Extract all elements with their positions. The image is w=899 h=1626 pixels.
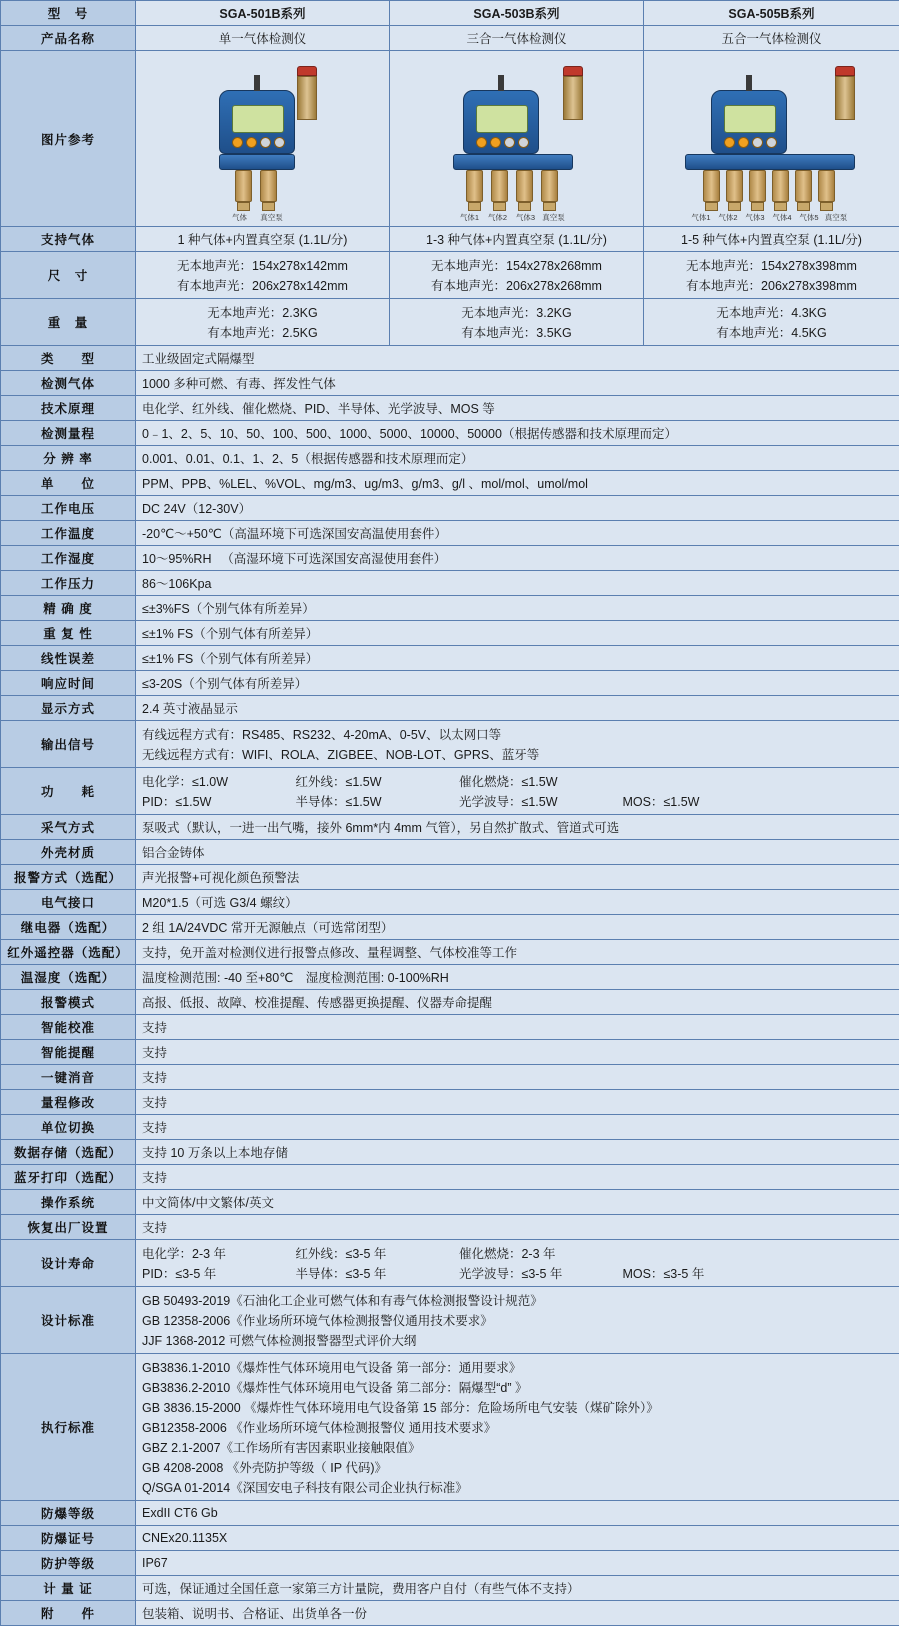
table-row-range [1,421,899,446]
row-label-factory-reset: 恢复出厂设置 [1,1215,136,1240]
display-value: 2.4 英寸液晶显示 [136,696,899,721]
caption-gas: 气体 [227,213,253,222]
row-label-accuracy: 精 确 度 [1,596,136,621]
size-503b-line2: 有本地声光：206x278x268mm [396,275,637,295]
table-row-unit-switch [1,1115,899,1140]
table-row-alarm-mode-opt [1,865,899,890]
ex-cert-value: CNEx20.1135X [136,1526,899,1551]
power-value [136,768,899,815]
size-501b-line2: 有本地声光：206x278x142mm [142,275,383,295]
work-press-value: 86～106Kpa [136,571,899,596]
row-label-work-press: 工作压力 [1,571,136,596]
row-label-output: 输出信号 [1,721,136,768]
model-503b: SGA-503B系列 [390,1,644,26]
weight-503b-line1: 无本地声光：3.2KG [396,302,637,322]
row-label-range-edit: 量程修改 [1,1090,136,1115]
caption-gas3: 气体3 [742,213,768,222]
type-value: 工业级固定式隔爆型 [136,346,899,371]
table-row-smart-cal [1,1015,899,1040]
vacuum-pump [563,66,583,120]
life-pid-val: ≤3-5 年 [175,1267,216,1281]
voltage-value: DC 24V（12-30V） [136,496,899,521]
row-label-response: 响应时间 [1,671,136,696]
exec-std-3: GB 3836.15-2000 《爆炸性气体环境用电气设备第 15 部分：危险场所电气安装（煤矿除外）》 [142,1397,893,1417]
row-label-smart-remind: 智能提醒 [1,1040,136,1065]
vacuum-pump [835,66,855,120]
row-label-resolution: 分 辨 率 [1,446,136,471]
power-optical-val: ≤1.5W [521,795,557,809]
row-label-bt-print: 蓝牙打印（选配） [1,1165,136,1190]
row-label-power: 功 耗 [1,768,136,815]
table-row-exec-std [1,1354,899,1501]
row-label-smart-cal: 智能校准 [1,1015,136,1040]
display-screen [476,105,528,133]
power-ir-key: 红外线： [295,775,345,789]
gas-port [260,170,277,211]
weight-501b-line1: 无本地声光：2.3KG [142,302,383,322]
table-row-one-key [1,1065,899,1090]
output-wireless: 无线远程方式有：WIFI、ROLA、ZIGBEE、NOB-LOT、GPRS、蓝牙等 [142,744,893,764]
gas-port [235,170,252,211]
temp-humi-opt-value: 温度检测范围: -40 至+80℃ 湿度检测范围: 0-100%RH [136,965,899,990]
table-row-temp-humi-opt [1,965,899,990]
design-std-value [136,1287,899,1354]
row-label-relay: 继电器（选配） [1,915,136,940]
design-std-1: GB 50493-2019《石油化工企业可燃气体和有毒气体检测报警设计规范》 [142,1290,893,1310]
gas-port [749,170,766,211]
smart-remind-value: 支持 [136,1040,899,1065]
support-gas-505b: 1-5 种气体+内置真空泵 (1.1L/分) [644,227,899,252]
row-label-unit-switch: 单位切换 [1,1115,136,1140]
size-505b-line1: 无本地声光：154x278x398mm [650,255,893,275]
metrology-value: 可选，保证通过全国任意一家第三方计量院，费用客户自付（有些气体不支持） [136,1576,899,1601]
design-std-3: JJF 1368-2012 可燃气体检测报警器型式评价大纲 [142,1330,893,1350]
product-name-505b: 五合一气体检测仪 [644,26,899,51]
table-row-type [1,346,899,371]
table-row-tech-principle [1,396,899,421]
table-row-voltage [1,496,899,521]
size-503b-line1: 无本地声光：154x278x268mm [396,255,637,275]
exec-std-2: GB3836.2-2010《爆炸性气体环境用电气设备 第二部分：隔爆型“d” 》 [142,1377,893,1397]
table-row-work-press [1,571,899,596]
exec-std-value [136,1354,899,1501]
power-echem-key: 电化学： [142,775,192,789]
alarm-mode-value: 高报、低报、故障、校准提醒、传感器更换提醒、仪器寿命提醒 [136,990,899,1015]
weight-503b [390,299,644,346]
row-label-alarm-mode-opt: 报警方式（选配） [1,865,136,890]
vacuum-pump [297,66,317,120]
lifetime-value [136,1240,899,1287]
table-row-resolution [1,446,899,471]
accessories-value: 包装箱、说明书、合格证、出货单各一份 [136,1601,899,1626]
gas-port [491,170,508,211]
table-row-bt-print [1,1165,899,1190]
row-label-remote: 红外遥控器（选配） [1,940,136,965]
row-label-ex-cert: 防爆证号 [1,1526,136,1551]
table-row-relay [1,915,899,940]
linear-value: ≤±1% FS（个别气体有所差异） [136,646,899,671]
row-label-linear: 线性误差 [1,646,136,671]
life-pid-key: PID： [142,1267,175,1281]
ex-level-value: ExdII CT6 Gb [136,1501,899,1526]
power-mos-val: ≤1.5W [663,795,699,809]
row-label-ip-level: 防护等级 [1,1551,136,1576]
caption-gas4: 气体4 [769,213,795,222]
power-pid-val: ≤1.5W [175,795,211,809]
table-row-alarm-mode [1,990,899,1015]
row-label-work-temp: 工作温度 [1,521,136,546]
gas-port [818,170,835,211]
support-gas-503b: 1-3 种气体+内置真空泵 (1.1L/分) [390,227,644,252]
row-label-accessories: 附 件 [1,1601,136,1626]
row-label-display: 显示方式 [1,696,136,721]
row-label-temp-humi-opt: 温湿度（选配） [1,965,136,990]
work-temp-value: -20℃～+50℃（高温环境下可选深国安高温使用套件） [136,521,899,546]
weight-505b-line1: 无本地声光：4.3KG [650,302,893,322]
antenna-icon [746,75,752,91]
table-row-weight [1,299,899,346]
power-semi-val: ≤1.5W [346,795,382,809]
size-505b-line2: 有本地声光：206x278x398mm [650,275,893,295]
table-row-detect-gas [1,371,899,396]
table-row-model [1,1,899,26]
device-image-503b [390,51,644,227]
caption-gas1: 气体1 [688,213,714,222]
exec-std-5: GBZ 2.1-2007《工作场所有害因素职业接触限值》 [142,1437,893,1457]
caption-pump: 真空泵 [823,213,849,222]
gas-port [541,170,558,211]
table-row-metrology [1,1576,899,1601]
os-value: 中文简体/中文繁体/英文 [136,1190,899,1215]
table-row-image-ref [1,51,899,227]
life-mos-val: ≤3-5 年 [663,1267,704,1281]
alarm-mode-opt-value: 声光报警+可视化颜色预警法 [136,865,899,890]
size-505b [644,252,899,299]
power-echem-val: ≤1.0W [192,775,228,789]
display-screen [232,105,284,133]
exec-std-1: GB3836.1-2010《爆炸性气体环境用电气设备 第一部分：通用要求》 [142,1357,893,1377]
product-name-503b: 三合一气体检测仪 [390,26,644,51]
row-label-product-name: 产品名称 [1,26,136,51]
life-cat-key: 催化燃烧： [459,1247,522,1261]
row-label-voltage: 工作电压 [1,496,136,521]
row-label-model: 型 号 [1,1,136,26]
weight-505b-line2: 有本地声光：4.5KG [650,322,893,342]
accuracy-value: ≤±3%FS（个别气体有所差异） [136,596,899,621]
detect-gas-value: 1000 多种可燃、有毒、挥发性气体 [136,371,899,396]
exec-std-4: GB12358-2006 《作业场所环境气体检测报警仪 通用技术要求》 [142,1417,893,1437]
row-label-range: 检测量程 [1,421,136,446]
model-505b: SGA-505B系列 [644,1,899,26]
row-label-support-gas: 支持气体 [1,227,136,252]
table-row-accuracy [1,596,899,621]
row-label-design-std: 设计标准 [1,1287,136,1354]
table-row-sampling [1,815,899,840]
unit-switch-value: 支持 [136,1115,899,1140]
row-label-type: 类 型 [1,346,136,371]
caption-gas2: 气体2 [715,213,741,222]
smart-cal-value: 支持 [136,1015,899,1040]
table-row-storage [1,1140,899,1165]
relay-value: 2 组 1A/24VDC 常开无源触点（可选常闭型） [136,915,899,940]
row-label-alarm-mode: 报警模式 [1,990,136,1015]
table-row-support-gas [1,227,899,252]
gas-port [466,170,483,211]
row-label-one-key: 一键消音 [1,1065,136,1090]
table-row-lifetime [1,1240,899,1287]
remote-value: 支持，免开盖对检测仪进行报警点修改、量程调整、气体校准等工作 [136,940,899,965]
table-row-range-edit [1,1090,899,1115]
table-row-smart-remind [1,1040,899,1065]
weight-503b-line2: 有本地声光：3.5KG [396,322,637,342]
caption-gas2: 气体2 [485,213,511,222]
size-501b-line1: 无本地声光：154x278x142mm [142,255,383,275]
row-label-sampling: 采气方式 [1,815,136,840]
weight-505b [644,299,899,346]
antenna-icon [498,75,504,91]
table-row-shell [1,840,899,865]
row-label-weight: 重 量 [1,299,136,346]
table-row-size [1,252,899,299]
table-row-output [1,721,899,768]
power-ir-val: ≤1.5W [346,775,382,789]
table-row-response [1,671,899,696]
storage-value: 支持 10 万条以上本地存储 [136,1140,899,1165]
life-echem-val: 2-3 年 [192,1247,226,1261]
resolution-value: 0.001、0.01、0.1、1、2、5（根据传感器和技术原理而定） [136,446,899,471]
table-row-ip-level [1,1551,899,1576]
table-row-ex-level [1,1501,899,1526]
row-label-storage: 数据存储（选配） [1,1140,136,1165]
row-label-work-humi: 工作湿度 [1,546,136,571]
row-label-size: 尺 寸 [1,252,136,299]
table-row-repeat [1,621,899,646]
life-semi-key: 半导体： [295,1267,345,1281]
table-row-ex-cert [1,1526,899,1551]
row-label-image-ref: 图片参考 [1,51,136,227]
support-gas-501b: 1 种气体+内置真空泵 (1.1L/分) [136,227,390,252]
row-label-os: 操作系统 [1,1190,136,1215]
row-label-repeat: 重 复 性 [1,621,136,646]
gas-port [516,170,533,211]
row-label-tech-principle: 技术原理 [1,396,136,421]
exec-std-7: Q/SGA 01-2014《深国安电子科技有限公司企业执行标准》 [142,1477,893,1497]
life-cat-val: 2-3 年 [521,1247,555,1261]
antenna-icon [254,75,260,91]
gas-port [726,170,743,211]
one-key-value: 支持 [136,1065,899,1090]
caption-pump: 真空泵 [541,213,567,222]
gas-port [772,170,789,211]
power-cat-key: 催化燃烧： [459,775,522,789]
table-row-accessories [1,1601,899,1626]
table-row-display [1,696,899,721]
tech-principle-value: 电化学、红外线、催化燃烧、PID、半导体、光学波导、MOS 等 [136,396,899,421]
output-wired: 有线远程方式有：RS485、RS232、4-20mA、0-5V、以太网口等 [142,724,893,744]
table-row-design-std [1,1287,899,1354]
table-row-factory-reset [1,1215,899,1240]
life-optical-val: ≤3-5 年 [521,1267,562,1281]
life-ir-val: ≤3-5 年 [346,1247,387,1261]
unit-value: PPM、PPB、%LEL、%VOL、mg/m3、ug/m3、g/m3、g/l 、mol/mol、umol/mol [136,471,899,496]
caption-gas5: 气体5 [796,213,822,222]
caption-pump: 真空泵 [259,213,285,222]
table-row-product-name [1,26,899,51]
product-name-501b: 单一气体检测仪 [136,26,390,51]
table-row-unit [1,471,899,496]
power-semi-key: 半导体： [295,795,345,809]
life-echem-key: 电化学： [142,1247,192,1261]
weight-501b [136,299,390,346]
power-pid-key: PID： [142,795,175,809]
row-label-exec-std: 执行标准 [1,1354,136,1501]
design-std-2: GB 12358-2006《作业场所环境气体检测报警仪通用技术要求》 [142,1310,893,1330]
caption-gas1: 气体1 [457,213,483,222]
power-cat-val: ≤1.5W [521,775,557,789]
row-label-shell: 外壳材质 [1,840,136,865]
row-label-metrology: 计 量 证 [1,1576,136,1601]
life-semi-val: ≤3-5 年 [346,1267,387,1281]
row-label-lifetime: 设计寿命 [1,1240,136,1287]
device-image-501b [136,51,390,227]
power-optical-key: 光学波导： [459,795,522,809]
row-label-ex-level: 防爆等级 [1,1501,136,1526]
size-501b [136,252,390,299]
exec-std-6: GB 4208-2008 《外壳防护等级（ IP 代码)》 [142,1457,893,1477]
table-row-work-temp [1,521,899,546]
life-ir-key: 红外线： [295,1247,345,1261]
power-mos-key: MOS： [622,795,663,809]
gas-port [795,170,812,211]
range-value: 0﹣1、2、5、10、50、100、500、1000、5000、10000、50000（根据传感器和技术原理而定） [136,421,899,446]
life-optical-key: 光学波导： [459,1267,522,1281]
ip-level-value: IP67 [136,1551,899,1576]
row-label-detect-gas: 检测气体 [1,371,136,396]
work-humi-value: 10～95%RH （高湿环境下可选深国安高湿使用套件） [136,546,899,571]
table-row-os [1,1190,899,1215]
output-value [136,721,899,768]
size-503b [390,252,644,299]
device-image-505b [644,51,899,227]
table-row-power [1,768,899,815]
factory-reset-value: 支持 [136,1215,899,1240]
row-label-electrical: 电气接口 [1,890,136,915]
gas-port [703,170,720,211]
bt-print-value: 支持 [136,1165,899,1190]
table-row-electrical [1,890,899,915]
model-501b: SGA-501B系列 [136,1,390,26]
range-edit-value: 支持 [136,1090,899,1115]
table-row-remote [1,940,899,965]
response-value: ≤3-20S（个别气体有所差异） [136,671,899,696]
electrical-value: M20*1.5（可选 G3/4 螺纹） [136,890,899,915]
weight-501b-line2: 有本地声光：2.5KG [142,322,383,342]
table-row-linear [1,646,899,671]
caption-gas3: 气体3 [513,213,539,222]
sampling-value: 泵吸式（默认，一进一出气嘴，接外 6mm*内 4mm 气管），另自然扩散式、管道式可选 [136,815,899,840]
repeat-value: ≤±1% FS（个别气体有所差异） [136,621,899,646]
table-row-work-humi [1,546,899,571]
life-mos-key: MOS： [622,1267,663,1281]
shell-value: 铝合金铸体 [136,840,899,865]
display-screen [724,105,776,133]
row-label-unit: 单 位 [1,471,136,496]
